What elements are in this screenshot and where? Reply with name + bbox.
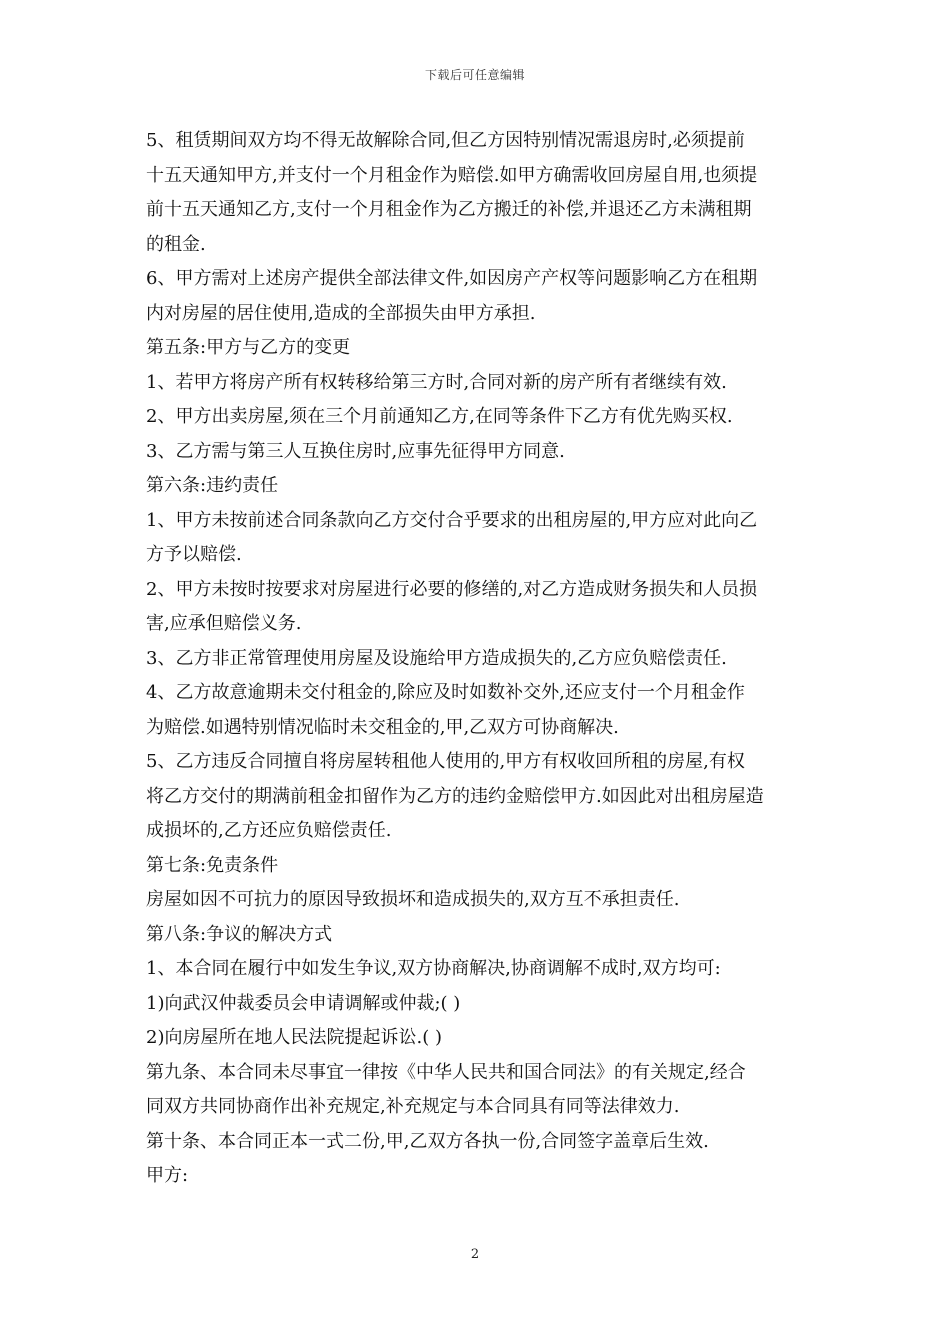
text-line: 2、甲方未按时按要求对房屋进行必要的修缮的,对乙方造成财务损失和人员损 xyxy=(146,578,758,600)
text-line: 5、租赁期间双方均不得无故解除合同,但乙方因特别情况需退房时,必须提前 xyxy=(146,130,745,151)
text-line: 为赔偿.如遇特别情况临时未交租金的,甲,乙双方可协商解决. xyxy=(146,716,619,738)
contract-body xyxy=(146,124,810,1194)
text-line: 方予以赔偿. xyxy=(146,544,242,565)
section-heading: 第八条:争议的解决方式 xyxy=(146,923,333,945)
text-line: 1、本合同在履行中如发生争议,双方协商解决,协商调解不成时,双方均可: xyxy=(146,958,721,979)
text-line: 1、若甲方将房产所有权转移给第三方时,合同对新的房产所有者继续有效. xyxy=(146,371,727,393)
text-line: 成损坏的,乙方还应负赔偿责任. xyxy=(146,820,392,841)
section-heading: 第六条:违约责任 xyxy=(146,475,279,496)
text-line: 第九条、本合同未尽事宜一律按《中华人民共和国合同法》的有关规定,经合 xyxy=(146,1061,746,1083)
text-line: 第十条、本合同正本一式二份,甲,乙双方各执一份,合同签字盖章后生效. xyxy=(146,1130,709,1152)
text-line: 2)向房屋所在地人民法院提起诉讼.( ) xyxy=(146,1027,442,1048)
text-line: 3、乙方非正常管理使用房屋及设施给甲方造成损失的,乙方应负赔偿责任. xyxy=(146,647,727,669)
text-line: 4、乙方故意逾期未交付租金的,除应及时如数补交外,还应支付一个月租金作 xyxy=(146,682,745,703)
text-line: 2、甲方出卖房屋,须在三个月前通知乙方,在同等条件下乙方有优先购买权. xyxy=(146,406,733,427)
text-line: 1、甲方未按前述合同条款向乙方交付合乎要求的出租房屋的,甲方应对此向乙 xyxy=(146,509,758,531)
page-header: 下载后可任意编辑 xyxy=(424,68,525,82)
section-heading: 第七条:免责条件 xyxy=(146,854,279,876)
text-line: 将乙方交付的期满前租金扣留作为乙方的违约金赔偿甲方.如因此对出租房屋造 xyxy=(146,785,764,807)
text-line: 害,应承但赔偿义务. xyxy=(146,613,302,634)
text-line: 前十五天通知乙方,支付一个月租金作为乙方搬迁的补偿,并退还乙方未满租期 xyxy=(146,199,752,220)
text-line: 同双方共同协商作出补充规定,补充规定与本合同具有同等法律效力. xyxy=(146,1096,680,1117)
text-line: 6、甲方需对上述房产提供全部法律文件,如因房产产权等问题影响乙方在租期 xyxy=(146,268,758,289)
text-line: 房屋如因不可抗力的原因导致损坏和造成损失的,双方互不承担责任. xyxy=(146,889,680,910)
text-line: 3、乙方需与第三人互换住房时,应事先征得甲方同意. xyxy=(146,440,565,462)
text-line: 1)向武汉仲裁委员会申请调解或仲裁;( ) xyxy=(146,992,461,1014)
section-heading: 第五条:甲方与乙方的变更 xyxy=(146,337,351,358)
text-line: 的租金. xyxy=(146,233,206,255)
text-line: 内对房屋的居住使用,造成的全部损失由甲方承担. xyxy=(146,302,536,324)
page-number: 2 xyxy=(470,1247,480,1262)
signature-party-a: 甲方: xyxy=(146,1165,189,1186)
text-line: 5、乙方违反合同擅自将房屋转租他人使用的,甲方有权收回所租的房屋,有权 xyxy=(146,751,745,772)
text-line: 十五天通知甲方,并支付一个月租金作为赔偿.如甲方确需收回房屋自用,也须提 xyxy=(146,164,758,186)
